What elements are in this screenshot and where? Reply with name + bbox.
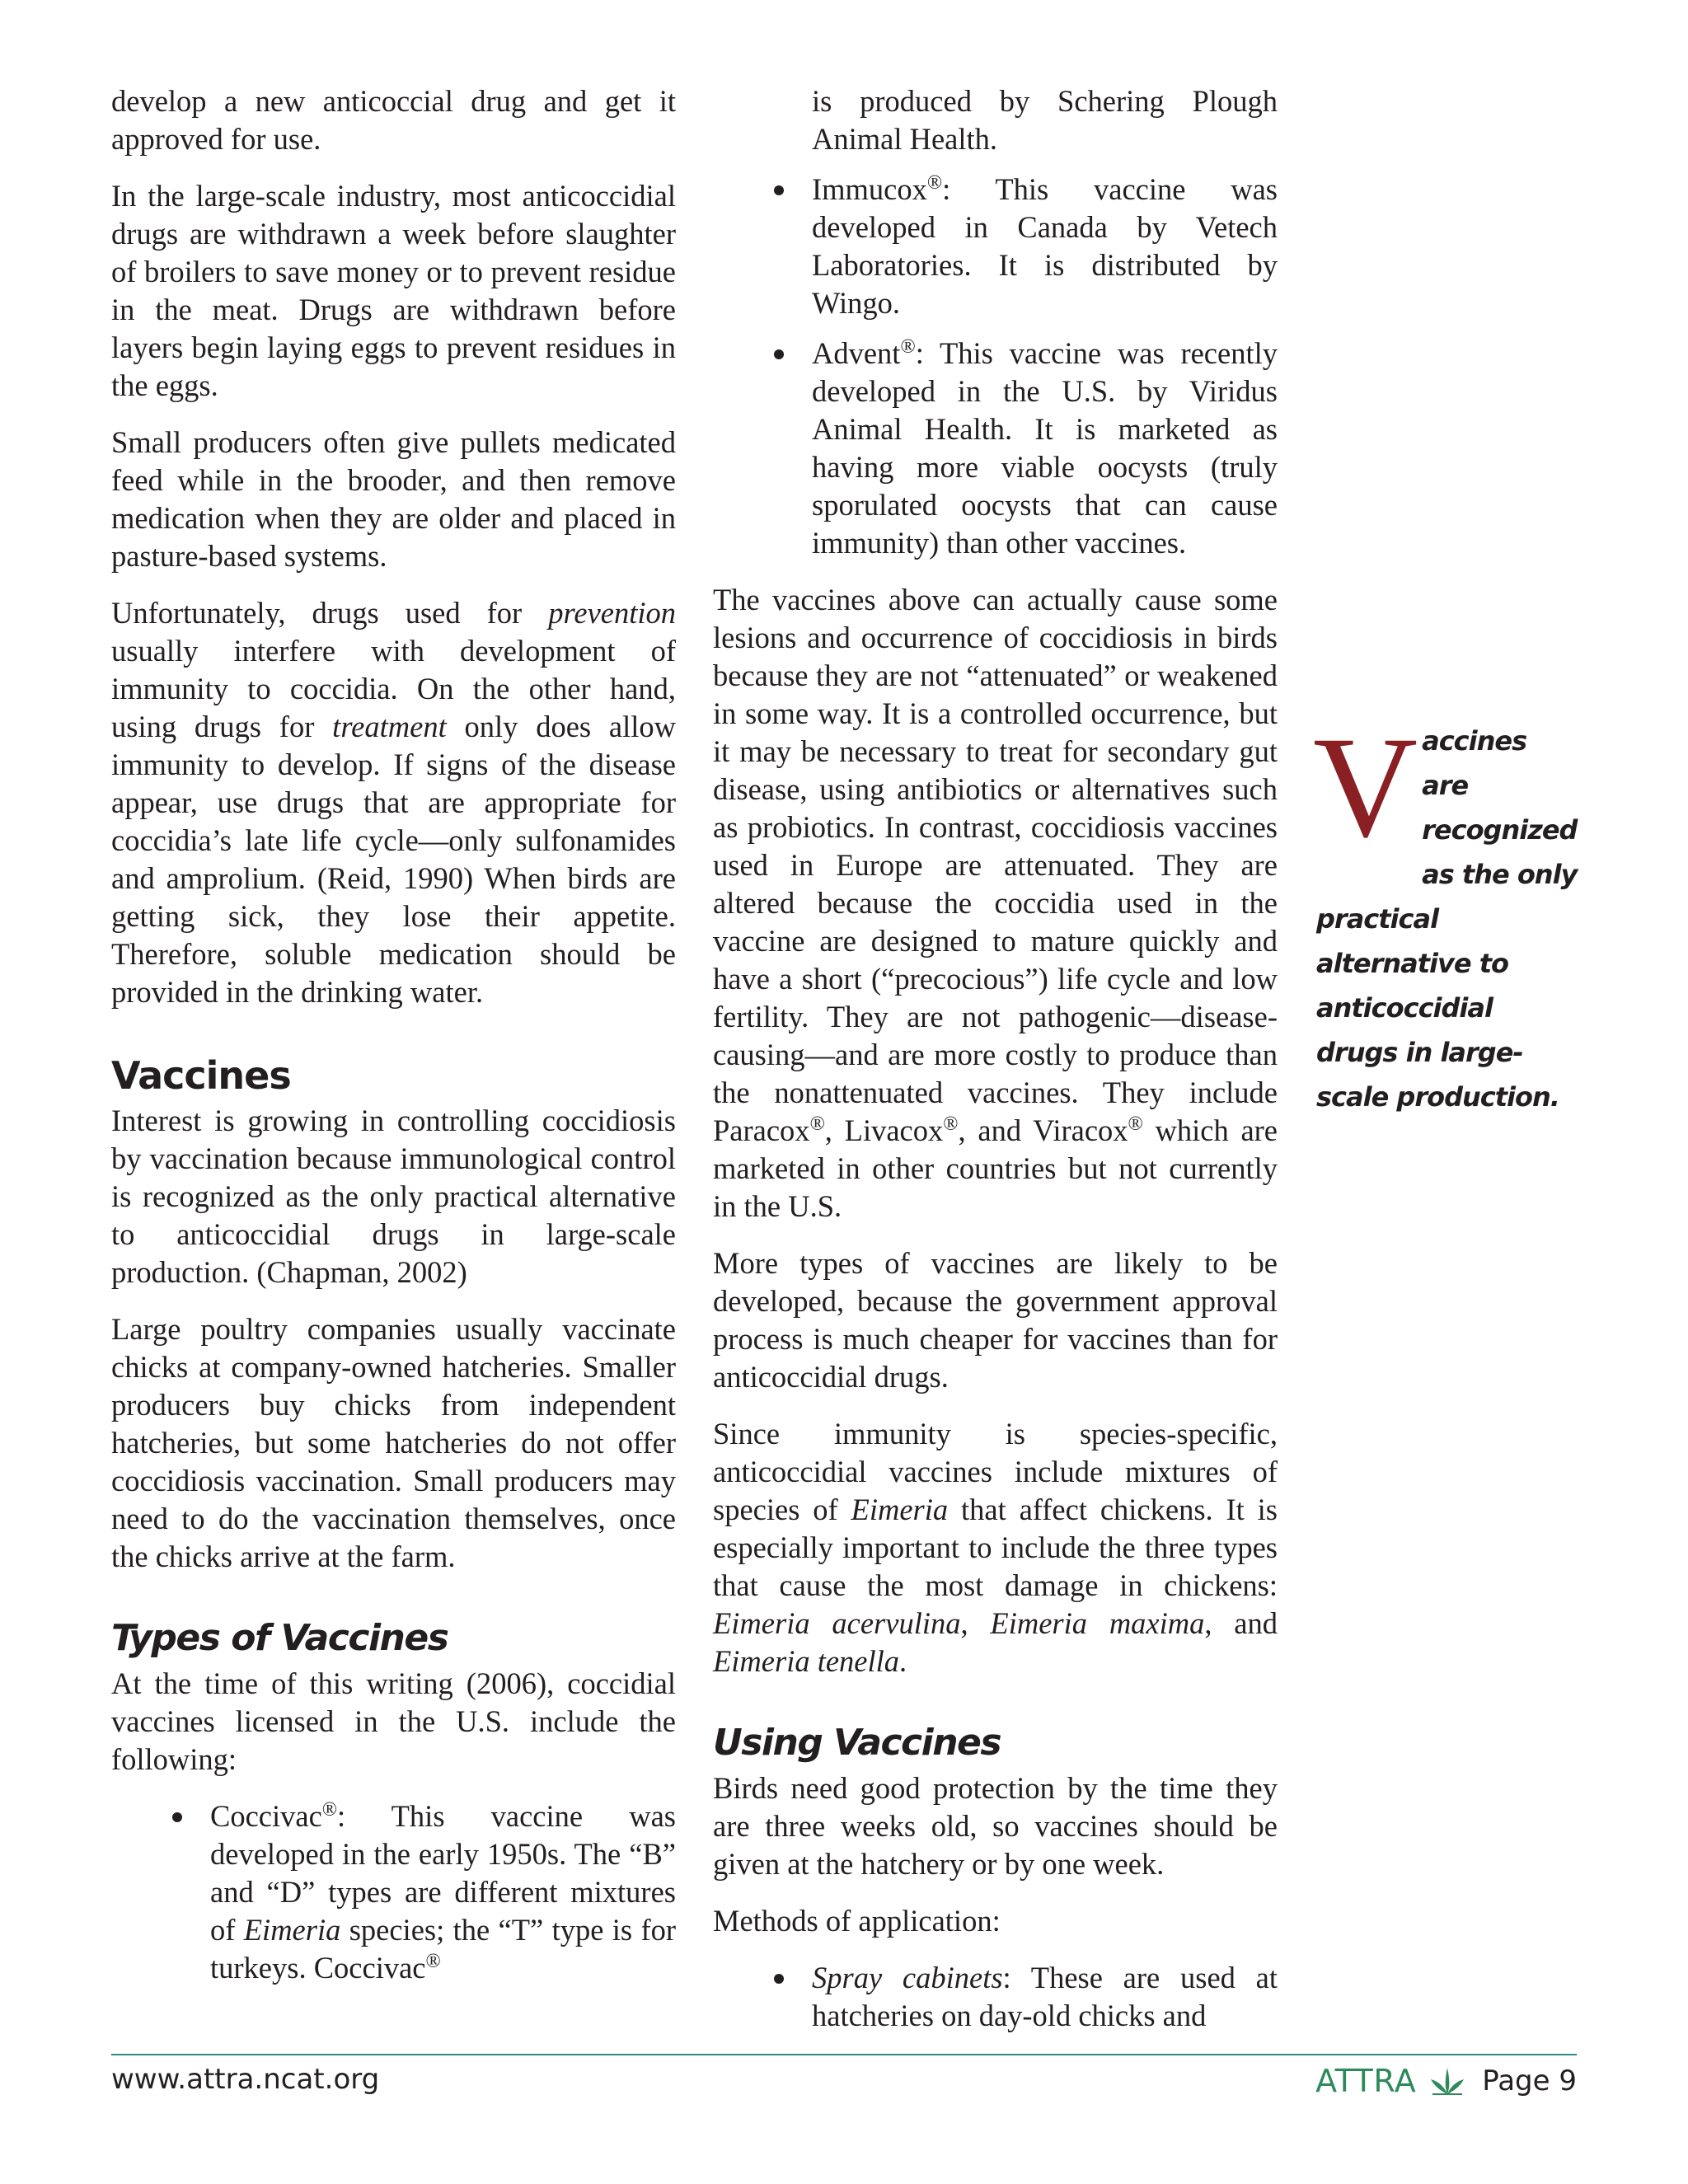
text-span: : This vaccine was recently developed in the U.S. by Viridus Animal Health. It is marketed as having more viable oocysts (truly sporulated oocysts that can cause immunity) than other vaccines.	[812, 336, 1278, 560]
pull-quote	[1313, 707, 1580, 1119]
paragraph-large-scale: In the large-scale industry, most anticoccidial drugs are withdrawn a week before slaughter of broilers to save money or to prevent residue in the meat. Drugs are withdrawn before layers begin laying eggs to prevent residues in the eggs.	[111, 179, 676, 402]
registered-mark: ®	[809, 1113, 825, 1135]
heading-using-vaccines: Using Vaccines	[713, 1722, 1001, 1764]
heading-types-of-vaccines: Types of Vaccines	[111, 1617, 448, 1659]
text-span: Unfortunately, drugs used for	[111, 596, 549, 630]
paragraph-intro: develop a new anticoccial drug and get it approved for use.	[111, 84, 676, 156]
list-item-spray-cabinets	[812, 1959, 1278, 2035]
footer-divider	[111, 2054, 1577, 2055]
text-span: : This vaccine was developed in the early 1950s. The “B” and “D” types are different mixtures of	[210, 1799, 676, 1947]
text-span: that affect chickens. It is especially important to include the three types that cause the most damage in chickens:	[713, 1493, 1278, 1602]
list-item-advent	[812, 335, 1278, 562]
text-span: ,	[960, 1606, 991, 1640]
italic-eimeria-tenella: Eimeria tenella	[713, 1644, 900, 1678]
paragraph-birds-need: Birds need good protection by the time they are three weeks old, so vaccines should be given at the hatchery or by one week.	[713, 1771, 1278, 1881]
registered-mark: ®	[900, 336, 916, 358]
pull-quote-text: accines are recognized as the only practical alternative to anticoccidial drugs in large-scale production.	[1316, 725, 1578, 1113]
text-span: , Livacox	[824, 1113, 944, 1147]
italic-prevention: prevention	[548, 596, 676, 630]
text-span: which are marketed in other countries but not currently in the U.S.	[713, 1113, 1278, 1223]
text-span: Coccivac	[210, 1799, 322, 1833]
italic-eimeria-acervulina: Eimeria acervulina	[713, 1606, 961, 1640]
registered-mark: ®	[1128, 1113, 1143, 1135]
italic-spray-cabinets: Spray cabinets	[812, 1961, 1003, 1994]
bullet-icon	[774, 185, 784, 195]
left-column	[111, 82, 676, 2006]
paragraph-interest: Interest is growing in controlling coccidiosis by vaccination because immunological control is recognized as the only practical alternative to anticoccidial drugs in large-scale production. (Chapman, 2002)	[111, 1104, 676, 1289]
registered-mark: ®	[943, 1113, 959, 1135]
heading-vaccines: Vaccines	[111, 1053, 291, 1098]
registered-mark: ®	[321, 1799, 338, 1821]
italic-eimeria-maxima: Eimeria maxima	[990, 1606, 1205, 1640]
text-span: usually interfere with development of immunity to coccidia. On the other hand, using drugs for	[111, 634, 676, 743]
italic-eimeria: Eimeria	[243, 1913, 341, 1947]
text-span: , and	[1204, 1606, 1278, 1640]
paragraph-small-producers: Small producers often give pullets medicated feed while in the brooder, and then remove medication when they are older and placed in pasture-based systems.	[111, 425, 676, 573]
registered-mark: ®	[425, 1951, 441, 1972]
footer-url[interactable]: www.attra.ncat.org	[111, 2063, 380, 2096]
text-span: The vaccines above can actually cause some lesions and occurrence of coccidiosis in birds because they are not “attenuated” or weakened in some way. It is a controlled occurrence, but it may be necessary to treat for secondary gut disease, using antibiotics or alternatives such as probiotics. In contrast, coccidiosis vaccines used in Europe are attenuated. They are altered because the coccidia used in the vaccine are designed to mature quickly and have a short (“precocious”) life cycle and low fertility. They are not pathogenic—disease-causing—and are more costly to produce than the nonattenuated vaccines. They include Paracox	[713, 583, 1278, 1147]
paragraph-methods: Methods of application:	[713, 1904, 1001, 1938]
middle-column	[713, 82, 1278, 2054]
bullet-icon	[172, 1812, 182, 1822]
footer-brand: ATTRA	[1315, 2063, 1417, 2099]
bullet-icon	[774, 349, 784, 359]
paragraph-large-poultry: Large poultry companies usually vaccinate chicks at company-owned hatcheries. Smaller producers buy chicks from independent hatcheries, but some hatcheries do not offer coccidiosis vaccination. Small producers may need to do the vaccination themselves, once the chicks arrive at the farm.	[111, 1312, 676, 1573]
paragraph-time-of-writing: At the time of this writing (2006), coccidial vaccines licensed in the U.S. include the following:	[111, 1666, 676, 1776]
list-item-coccivac-continued: is produced by Schering Plough Animal Health.	[812, 84, 1278, 156]
text-span: , and Viracox	[958, 1113, 1128, 1147]
paragraph-since-immunity	[713, 1415, 1278, 1680]
paragraph-unfortunately	[111, 594, 676, 1011]
bullet-icon	[774, 1974, 784, 1984]
text-span: Advent	[812, 336, 901, 370]
footer-brand-block	[1315, 2060, 1577, 2102]
text-span: : This vaccine was developed in Canada by Vetech Laboratories. It is distributed by Wingo.	[812, 172, 1278, 320]
methods-list	[713, 1959, 1278, 2035]
vaccine-list	[111, 1797, 676, 1987]
leaf-logo-icon	[1428, 2064, 1467, 2097]
text-span: only does allow immunity to develop. If signs of the disease appear, use drugs that are appropriate for coccidia’s late life cycle—only sulfonamides and amprolium. (Reid, 1990) When birds are getting sick, they lose their appetite. Therefore, soluble medication should be provided in the drinking water.	[111, 710, 677, 1009]
paragraph-more-types: More types of vaccines are likely to be developed, because the government approval process is much cheaper for vaccines than for anticoccidial drugs.	[713, 1246, 1278, 1394]
paragraph-vaccines-above	[713, 581, 1278, 1226]
text-span: species; the “T” type is for turkeys. Coccivac	[210, 1913, 677, 1985]
text-span: Immucox	[812, 172, 927, 206]
italic-treatment: treatment	[332, 710, 447, 743]
list-item-coccivac	[210, 1797, 676, 1987]
text-span: Since immunity is species-specific, anticoccidial vaccines include mixtures of species of	[713, 1417, 1278, 1526]
text-span: .	[899, 1644, 907, 1678]
registered-mark: ®	[926, 172, 943, 194]
vaccine-list-continued	[713, 82, 1278, 562]
italic-eimeria: Eimeria	[851, 1493, 949, 1526]
list-item-immucox	[812, 171, 1278, 322]
page-number: Page 9	[1482, 2064, 1577, 2097]
pull-quote-dropcap: V	[1313, 707, 1418, 868]
text-span: : These are used at hatcheries on day-old chicks and	[812, 1961, 1278, 2032]
